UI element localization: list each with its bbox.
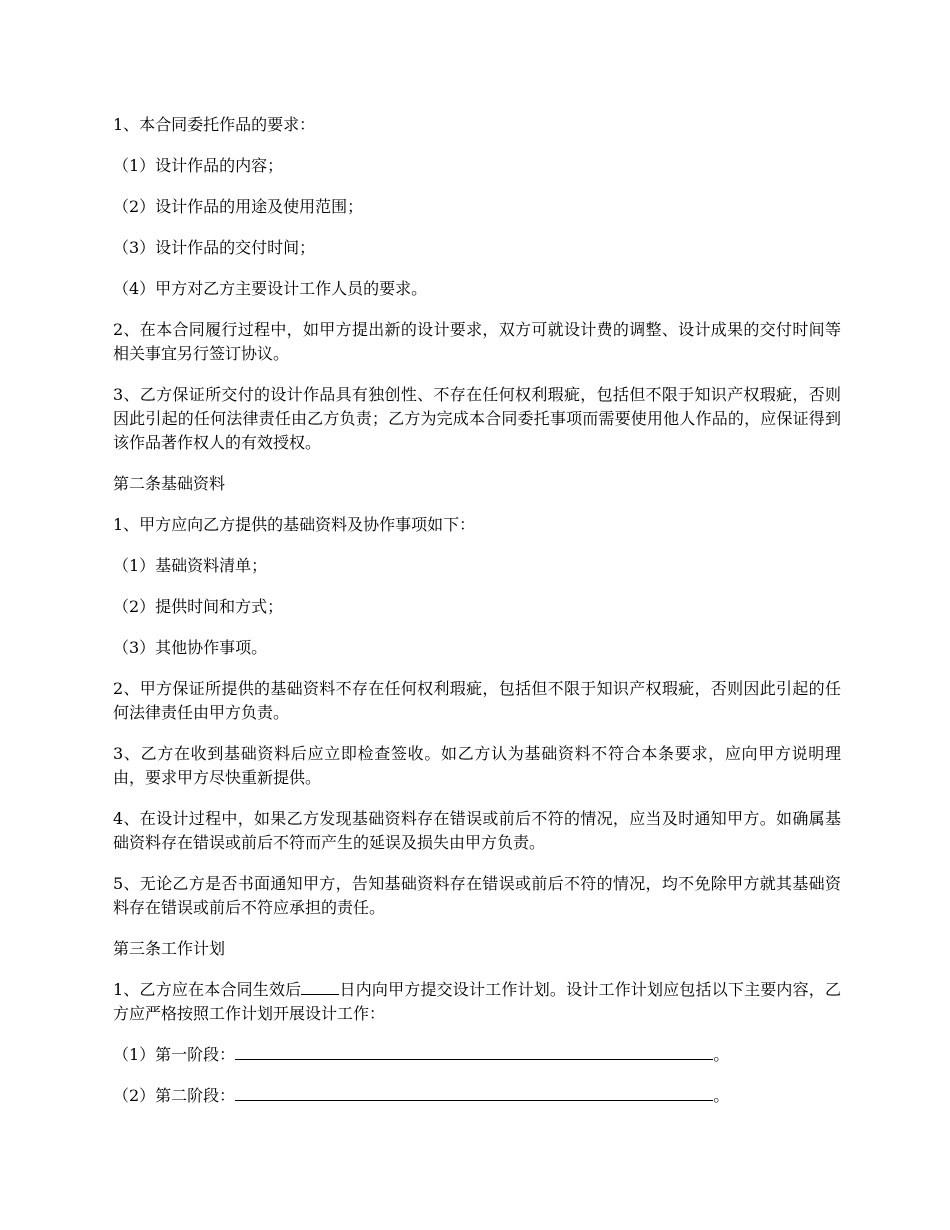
plan-intro-before: 1、乙方应在本合同生效后 <box>113 980 302 999</box>
plan-intro-paragraph <box>113 978 841 1026</box>
plan-intro-after: 日内向甲方提交设计工作计划。设计工作计划应包括以下主要内容，乙方应严格按照工作计划开展设计工作： <box>113 980 841 1023</box>
paragraph: （1）设计作品的内容； <box>113 156 284 175</box>
paragraph: 2、在本合同履行过程中，如甲方提出新的设计要求，双方可就设计费的调整、设计成果的交付时间等相关事宜另行签订协议。 <box>113 320 841 363</box>
stage-2-label: （2）第二阶段： <box>113 1086 236 1105</box>
document-page <box>113 113 841 1125</box>
paragraph: （1）基础资料清单； <box>113 556 268 575</box>
paragraph: （2）提供时间和方式； <box>113 597 284 616</box>
paragraph: （3）设计作品的交付时间； <box>113 238 316 257</box>
stage-1-label: （1）第一阶段： <box>113 1045 236 1064</box>
paragraph: 1、本合同委托作品的要求： <box>113 115 316 134</box>
paragraph: 2、甲方保证所提供的基础资料不存在任何权利瑕疵，包括但不限于知识产权瑕疵，否则因此引起的任何法律责任由甲方负责。 <box>113 679 841 722</box>
stage-1-blank-field[interactable] <box>235 1043 713 1060</box>
paragraph: 1、甲方应向乙方提供的基础资料及协作事项如下： <box>113 515 476 534</box>
stage-1-line <box>113 1043 841 1067</box>
paragraph: 3、乙方保证所交付的设计作品具有独创性、不存在任何权利瑕疵，包括但不限于知识产权瑕疵，否则因此引起的任何法律责任由乙方负责；乙方为完成本合同委托事项而需要使用他人作品的，应保证得到该作品著作权人的有效授权。 <box>113 385 841 452</box>
stage-2-end: 。 <box>713 1086 730 1105</box>
stage-2-blank-field[interactable] <box>235 1084 713 1101</box>
paragraph: 3、乙方在收到基础资料后应立即检查签收。如乙方认为基础资料不符合本条要求，应向甲方说明理由，要求甲方尽快重新提供。 <box>113 744 841 787</box>
paragraph: （3）其他协作事项。 <box>113 638 268 657</box>
paragraph: （2）设计作品的用途及使用范围； <box>113 197 364 216</box>
section-heading: 第三条工作计划 <box>113 939 226 958</box>
days-blank-field[interactable] <box>301 978 339 995</box>
stage-1-end: 。 <box>713 1045 730 1064</box>
stage-2-line <box>113 1084 841 1108</box>
paragraph: 4、在设计过程中，如果乙方发现基础资料存在错误或前后不符的情况，应当及时通知甲方。如确属基础资料存在错误或前后不符而产生的延误及损失由甲方负责。 <box>113 809 841 852</box>
paragraph: 5、无论乙方是否书面通知甲方，告知基础资料存在错误或前后不符的情况，均不免除甲方就其基础资料存在错误或前后不符应承担的责任。 <box>113 874 841 917</box>
section-heading: 第二条基础资料 <box>113 474 226 493</box>
paragraph: （4）甲方对乙方主要设计工作人员的要求。 <box>113 279 428 298</box>
